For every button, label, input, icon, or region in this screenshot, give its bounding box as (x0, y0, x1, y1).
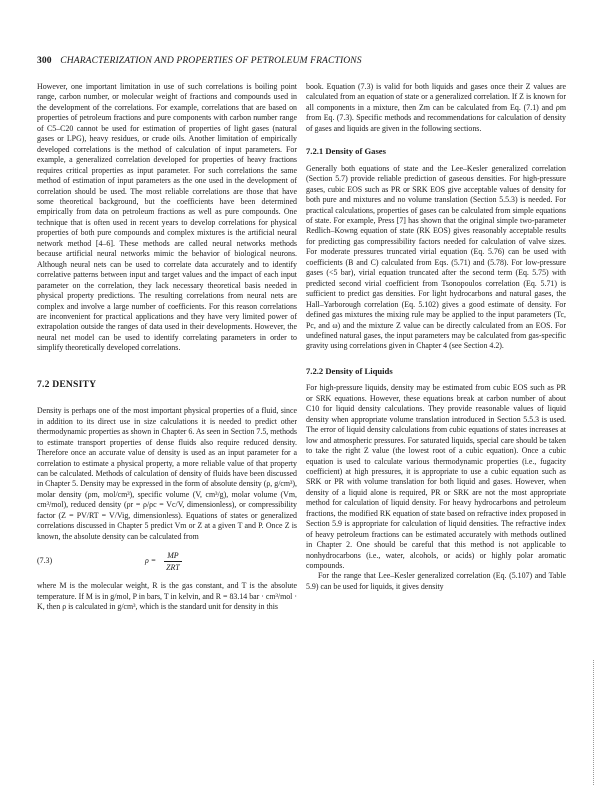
paragraph-continuation: book. Equation (7.3) is valid for both liquids and gases once their Z values are calculated from an equation of state or a generalized correlation. If Z is known for all components in a mixture, then Zm can be calculated from Eq. (7.1) and ρm from Eq. (7.3). Specific methods and recommendations for calculation of density of gases and liquids are given in the following sections. (306, 82, 566, 133)
page-number: 300 (37, 55, 52, 66)
equation-numerator: MP (164, 550, 181, 562)
left-column (37, 82, 297, 612)
equation-lhs: ρ = (145, 555, 157, 565)
scan-margin-dots (593, 660, 596, 785)
paragraph-equation-terms: where M is the molecular weight, R is the gas constant, and T is the absolute temperature. If M is in g/mol, P in bars, T in kelvin, and R = 83.14 bar · cm³/mol · K, then ρ is calculated in g/cm³, which is the standard unit for density in this (37, 581, 297, 612)
equation-denominator: ZRT (166, 562, 180, 572)
paragraph-liquids: For high-pressure liquids, density may be estimated from cubic EOS such as PR or SRK equations. However, these equations break at carbon number of about C10 for liquid density calculations. They provide reasonable values of liquid density when appropriate volume translation introduced in Section 5.5.3 is used. The error of liquid density calculations from cubic equations of states increases at low and atmospheric pressures. For saturated liquids, special care should be taken to take the right Z value (the lowest root of a cubic equation). Once a cubic equation is used to calculate various thermodynamic properties (i.e., fugacity coefficient) at high pressures, it is appropriate to use a cubic equation such as SRK or PR with volume translation for both liquid and gases. However, when density of a liquid alone is required, PR or SRK are not the most appropriate method for calculation of liquid density. For heavy hydrocarbons and petroleum fractions, the modified RK equation of state based on refractive index proposed in Section 5.9 is appropriate for calculation of liquid densities. The refractive index of heavy petroleum fractions can be estimated accurately with methods outlined in Chapter 2. One should be careful that this method is not applicable to nonhydrocarbons (i.e., water, alcohols, or acids) or highly polar aromatic compounds. (306, 383, 566, 571)
paragraph-lee-kesler: For the range that Lee–Kesler generalized correlation (Eq. (5.107) and Table 5.9) can be used for liquids, it gives density (306, 571, 566, 591)
equation-7-3 (37, 547, 297, 575)
subsection-heading-liquids: 7.2.2 Density of Liquids (306, 365, 393, 376)
equation-number: (7.3) (37, 555, 53, 565)
running-header (37, 55, 567, 66)
section-heading-density: 7.2 DENSITY (37, 378, 97, 390)
equation-fraction (163, 550, 183, 573)
paragraph-density-intro: Density is perhaps one of the most important physical properties of a fluid, since in addition to its direct use in size calculations it is needed to predict other thermodynamic properties as shown in Chapter 6. As seen in Section 7.5, methods to estimate transport properties of dense fluids also require reduced density. Therefore once an accurate value of density is used as an input parameter for a correlation to estimate a physical property, a more reliable value of that property can be calculated. Methods of calculation of density of fluids have been discussed in Chapter 5. Density may be expressed in the form of absolute density (ρ, g/cm³), molar density (ρm, mol/cm³), specific volume (V, cm³/g), molar volume (Vm, cm³/mol), reduced density (ρr = ρ/ρc = Vc/V, dimensionless), or compressibility factor (Z = PV/RT = V/Vig, dimensionless). Equations of states or generalized correlations discussed in Chapter 5 predict Vm or Z at a given T and P. Once Z is known, the absolute density can be calculated from (37, 406, 297, 541)
right-column (306, 82, 566, 592)
paragraph-gases: Generally both equations of state and the Lee–Kesler generalized correlation (Section 5.7) provide reliable prediction of gaseous densities. For high-pressure gases, cubic EOS such as PR or SRK EOS give acceptable values of density for both pure and mixtures and no volume translation (Section 5.5.3) is needed. For practical calculations, properties of gases can be calculated from simple equations of state. For example, Press [7] has shown that the original simple two-parameter Redlich–Kowng equation of state (RK EOS) gives reasonably acceptable results for predicting gas compressibility factors needed for calculation of valve sizes. For moderate pressures truncated virial equation (Eq. 5.76) can be used with coefficients (B and C) calculated from Eqs. (5.71) and (5.78). For low-pressure gases (<5 bar), virial equation truncated after the second term (Eq. 5.75) with predicted second virial coefficient from Tsonopoulos correlation (Eq. 5.71) is sufficient to predict gas densities. For light hydrocarbons and natural gases, the Hall–Yarborough correlation (Eq. 5.102) gives a good estimate of density. For defined gas mixtures the mixing rule may be applied to the input parameters (Tc, Pc, and ω) and the mixture Z value can be directly calculated from an EOS. For undefined natural gases, the input parameters may be calculated from gas-specific gravity using correlations given in Chapter 4 (see Section 4.2). (306, 163, 566, 351)
running-title: CHARACTERIZATION AND PROPERTIES OF PETROLEUM FRACTIONS (60, 55, 362, 66)
paragraph-limitations: However, one important limitation in use of such correlations is boiling point range, carbon number, or molecular weight of fractions and compounds used in the development of the correlations. For example, correlations that are based on properties of petroleum fractions and pure components with carbon number range of C5–C20 cannot be used for estimation of properties of light gases (natural gases or LPG), heavy residues, or crude oils. Another limitation of empirically developed correlations is the method of calculation of input parameters. For example, a generalized correlation developed for properties of heavy fractions requires critical properties as input parameter. For such correlations the same method of estimation of input parameters as the one used in the development of correlation should be used. The most reliable correlations are those that have some theoretical background, but the coefficients have been determined empirically from data on petroleum fractions as well as pure compounds. One technique that is often used in recent years to develop correlations for physical properties of both pure compounds and complex mixtures is the artificial neural network method [4–6]. These methods are called neural networks methods because artificial neural networks mimic the behavior of biological neurons. Although neural nets can be used to correlate data accurately and to identify correlative patterns between input and target values and the impact of each input parameter on the correlation, they lack necessary theoretical basis needed in physical property predictions. The resulting correlations from neural nets are complex and involve a large number of coefficients. For this reason correlations are inconvenient for practical applications and they have very limited power of extrapolation outside the ranges of data used in their developments. However, the neural net model can be used to identify correlating parameters in order to simplify theoretically developed correlations. (37, 82, 297, 353)
subsection-heading-gases: 7.2.1 Density of Gases (306, 146, 386, 157)
